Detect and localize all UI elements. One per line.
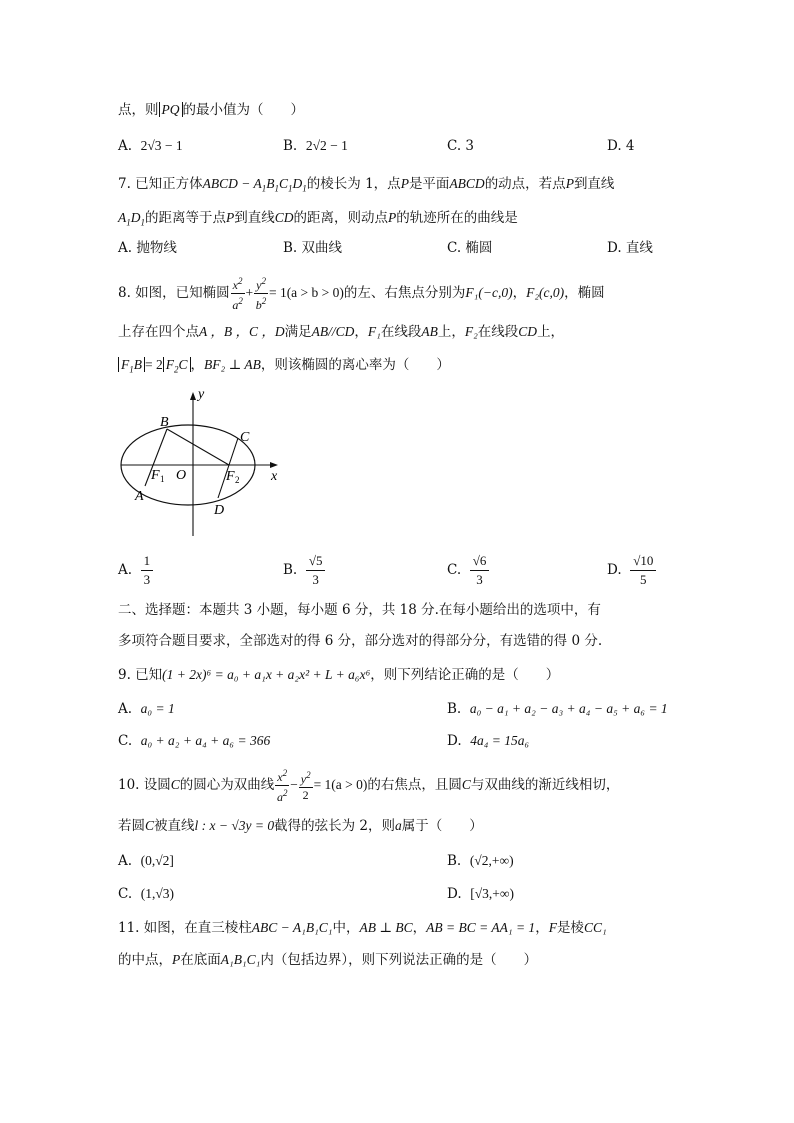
q11-stem-line1: 11. 如图，在直三棱柱ABC − A₁B₁C₁中，AB ⊥ BC，AB = BC = AA₁ = 1，F是棱CC₁: [118, 920, 607, 936]
q7-stem-line2: $A_1D_1$的距离等于点P到直线CD的距离，则动点P的轨迹所在的曲线是: [118, 210, 518, 228]
q8-stem-line3: $F_1B = 2$ $F_2C$ ，BF₂ ⊥ AB，则该椭圆的离心率为（ ）: [118, 355, 450, 380]
q6-option-c: C. 3: [447, 138, 475, 154]
q10-option-c: C. (1,√3): [118, 886, 175, 902]
label-f2-sub: 2: [235, 475, 240, 485]
x-axis-arrow: [270, 462, 278, 468]
q9-option-b: B. a₀ − a₁ + a₂ − a₃ + a₄ − a₅ + a₆ = 1: [447, 701, 668, 717]
q8-option-d: D. $\frac{√10}{5}$: [607, 550, 656, 590]
label-a: A: [135, 489, 144, 504]
q8-stem-line2: 上存在四个点A ，B ，C ，D满足AB//CD，F₁在线段AB上，F₂在线段CD上，: [118, 324, 565, 340]
section-2-header-line2: 多项符合题目要求，全部选对的得 6 分，部分选对的得部分分，有选错的得 0 分.: [118, 633, 603, 649]
q6-option-a: A. 2√3 − 1: [118, 138, 183, 154]
label-y: y: [198, 387, 205, 402]
q9-option-c: C. a₀ + a₂ + a₄ + a₆ = 366: [118, 733, 271, 749]
label-d: D: [214, 503, 225, 518]
q8-option-a: A. $\frac{1}{3}$: [118, 550, 153, 590]
q6-stem-tail: 点，则 PQ 的最小值为（ ）: [118, 102, 304, 118]
segment-bf2: [167, 429, 229, 465]
label-f2: F: [226, 469, 235, 484]
q8-option-c: C. $\frac{√6}{3}$: [447, 550, 489, 590]
q7-option-b: B. 双曲线: [283, 240, 343, 256]
segment-cd: [218, 438, 238, 498]
label-b: B: [160, 415, 169, 430]
q11-stem-line2: 的中点，P在底面A₁B₁C₁内（包括边界），则下列说法正确的是（ ）: [118, 952, 538, 968]
label-origin: O: [176, 468, 187, 483]
label-c: C: [240, 430, 250, 445]
q10-option-b: B. (√2,+∞): [447, 853, 514, 869]
y-axis-arrow: [190, 392, 196, 400]
label-f1: F: [151, 468, 160, 483]
q9-option-d: D. 4a₄ = 15a₆: [447, 733, 530, 749]
q10-stem-line1: 10. 设圆C的圆心为双曲线 $\frac{x^2}{a^2}$ − $\frac{y^2}{2}$ = 1(a > 0)的右焦点，且圆C与双曲线的渐近线相切，: [118, 768, 620, 804]
q7-option-a: A. 抛物线: [118, 240, 177, 256]
q8-option-b: B. $\frac{√5}{3}$: [283, 550, 325, 590]
q7-stem-line1: 7. 已知正方体ABCD − $A_1B_1C_1D_1$的棱长为 1，点P是平面ABCD的动点，若点P到直线: [118, 176, 615, 194]
q10-option-d: D. [√3,+∞): [447, 886, 514, 902]
q10-stem-line2: 若圆C被直线l : x − √3y = 0截得的弦长为 2，则a属于（ ）: [118, 818, 483, 834]
q6-option-b: B. 2√2 − 1: [283, 138, 348, 154]
q6-option-d: D. 4: [607, 138, 635, 154]
ellipse-figure: [118, 384, 288, 539]
q9-option-a: A. a₀ = 1: [118, 701, 175, 717]
q10-option-a: A. (0,√2]: [118, 853, 174, 869]
q8-stem-line1: 8. 如图，已知椭圆 $\frac{x^2}{a^2}$ + $\frac{y^2}{b^2}$ = 1(a > b > 0)的左、右焦点分别为F₁(−c,0)，F₂(c,0)，椭圆: [118, 276, 605, 312]
label-f1-sub: 1: [160, 474, 165, 484]
section-2-header-line1: 二、选择题：本题共 3 小题，每小题 6 分，共 18 分.在每小题给出的选项中，有: [118, 602, 601, 618]
q7-option-d: D. 直线: [607, 240, 653, 256]
label-x: x: [271, 469, 278, 484]
q9-stem: 9. 已知(1 + 2x)⁶ = a₀ + a₁x + a₂x² + L + a₆x⁶，则下列结论正确的是（ ）: [118, 667, 560, 683]
q7-option-c: C. 椭圆: [447, 240, 493, 256]
